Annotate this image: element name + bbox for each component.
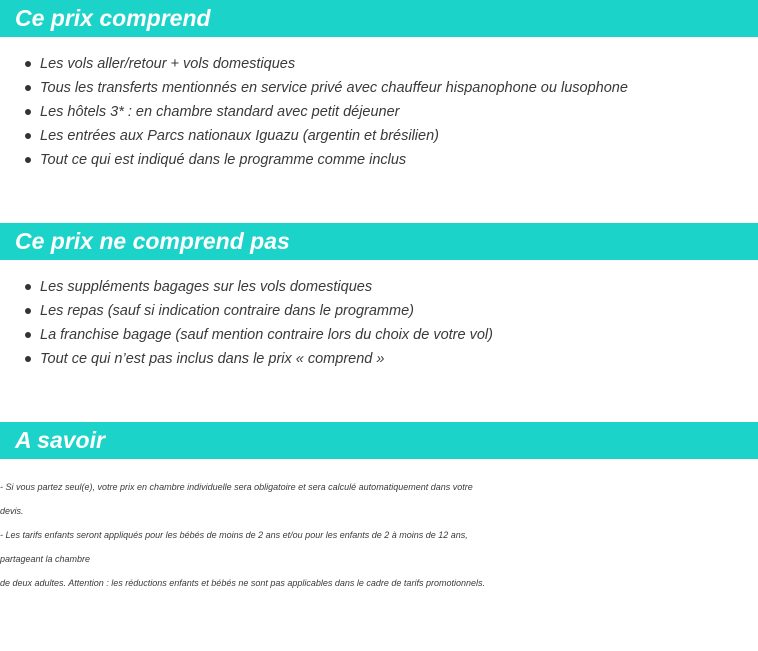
list-item: Les repas (sauf si indication contraire dans le programme) xyxy=(0,299,493,323)
bullet-icon xyxy=(25,308,31,314)
list-item: Les vols aller/retour + vols domestiques xyxy=(0,52,628,76)
note-line: devis. xyxy=(0,506,24,516)
bullet-icon xyxy=(25,157,31,163)
list-item: Les entrées aux Parcs nationaux Iguazu (argentin et brésilien) xyxy=(0,124,628,148)
bullet-icon xyxy=(25,332,31,338)
bullet-icon xyxy=(25,284,31,290)
section-heading-good-to-know: A savoir xyxy=(0,422,758,459)
bullet-icon xyxy=(25,61,31,67)
note-line: partageant la chambre xyxy=(0,554,91,564)
list-item: La franchise bagage (sauf mention contraire lors du choix de votre vol) xyxy=(0,323,493,347)
list-item: Les hôtels 3* : en chambre standard avec petit déjeuner xyxy=(0,100,628,124)
bullet-icon xyxy=(25,356,31,362)
list-item: Tout ce qui n’est pas inclus dans le prix « comprend » xyxy=(0,347,493,371)
bullet-icon xyxy=(25,109,31,115)
section-heading-not-included: Ce prix ne comprend pas xyxy=(0,223,758,260)
section-heading-included: Ce prix comprend xyxy=(0,0,758,37)
bullet-icon xyxy=(25,85,31,91)
good-to-know-text xyxy=(0,475,758,595)
note-line: - Les tarifs enfants seront appliqués pour les bébés de moins de 2 ans et/ou pour les enfants de 2 à moins de 12 ans, xyxy=(0,530,468,540)
note-line: - Si vous partez seul(e), votre prix en chambre individuelle sera obligatoire et sera calculé automatiquement dans votre xyxy=(0,482,473,492)
list-item: Tout ce qui est indiqué dans le programme comme inclus xyxy=(0,148,628,172)
bullet-icon xyxy=(25,133,31,139)
list-item: Les suppléments bagages sur les vols domestiques xyxy=(0,275,493,299)
included-list xyxy=(0,52,628,172)
not-included-list xyxy=(0,275,493,371)
list-item: Tous les transferts mentionnés en service privé avec chauffeur hispanophone ou lusophone xyxy=(0,76,628,100)
note-line: de deux adultes. Attention : les réductions enfants et bébés ne sont pas applicables dans le cadre de tarifs promotionnels. xyxy=(0,578,485,588)
